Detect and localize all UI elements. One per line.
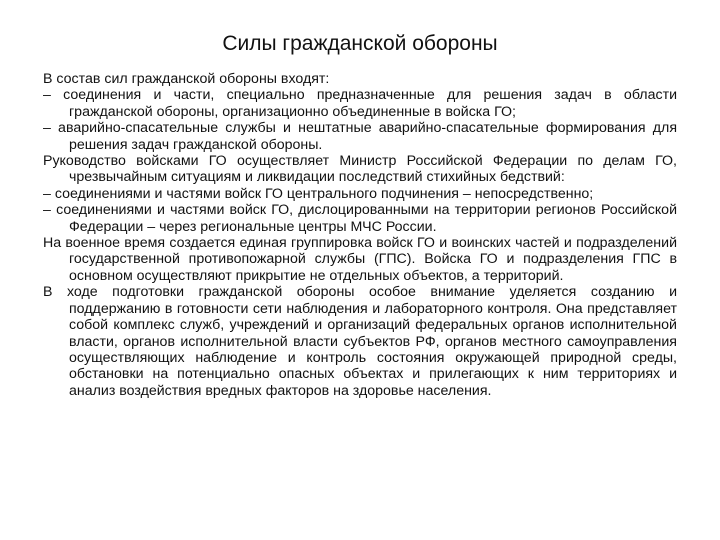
slide-title: Силы гражданской обороны <box>222 32 498 55</box>
paragraph-wartime: На военное время создается единая группировка войск ГО и воинских частей и подразделений государственной противопожарной службы (ГПС). Войска ГО и подразделения ГПС в основном осуществляют прикрытие не отдельных объектов, а территорий. <box>43 235 677 284</box>
paragraph-units: – соединения и части, специально предназначенные для решения задач в области гражданской обороны, организационно объединенные в войска ГО; <box>43 87 677 120</box>
paragraph-central-units: – соединениями и частями войск ГО центрального подчинения – непосредственно; <box>43 185 594 202</box>
slide-body <box>43 71 677 399</box>
paragraph-intro: В состав сил гражданской обороны входят: <box>43 71 330 87</box>
paragraph-command: Руководство войсками ГО осуществляет Министр Российской Федерации по делам ГО, чрезвычайным ситуациям и ликвидации последствий стихийных бедствий: <box>43 153 677 186</box>
paragraph-regional-units: – соединениями и частями войск ГО, дислоцированными на территории регионов Российской Федерации – через региональные центры МЧС России. <box>43 202 677 235</box>
paragraph-monitoring-network: В ходе подготовки гражданской обороны особое внимание уделяется созданию и поддержанию в готовности сети наблюдения и лабораторного контроля. Она представляет собой комплекс служб, учреждений и организаций федеральных органов исполнительной власти, органов исполнительной власти субъектов РФ, органов местного самоуправления осуществляющих наблюдение и контроль состояния окружающей природной среды, обстановки на потенциально опасных объектах и прилегающих к ним территориях и анализ воздействия вредных факторов на здоровье населения. <box>43 284 677 399</box>
paragraph-rescue-services: – аварийно-спасательные службы и нештатные аварийно-спасательные формирования для решения задач гражданской обороны. <box>43 120 677 153</box>
